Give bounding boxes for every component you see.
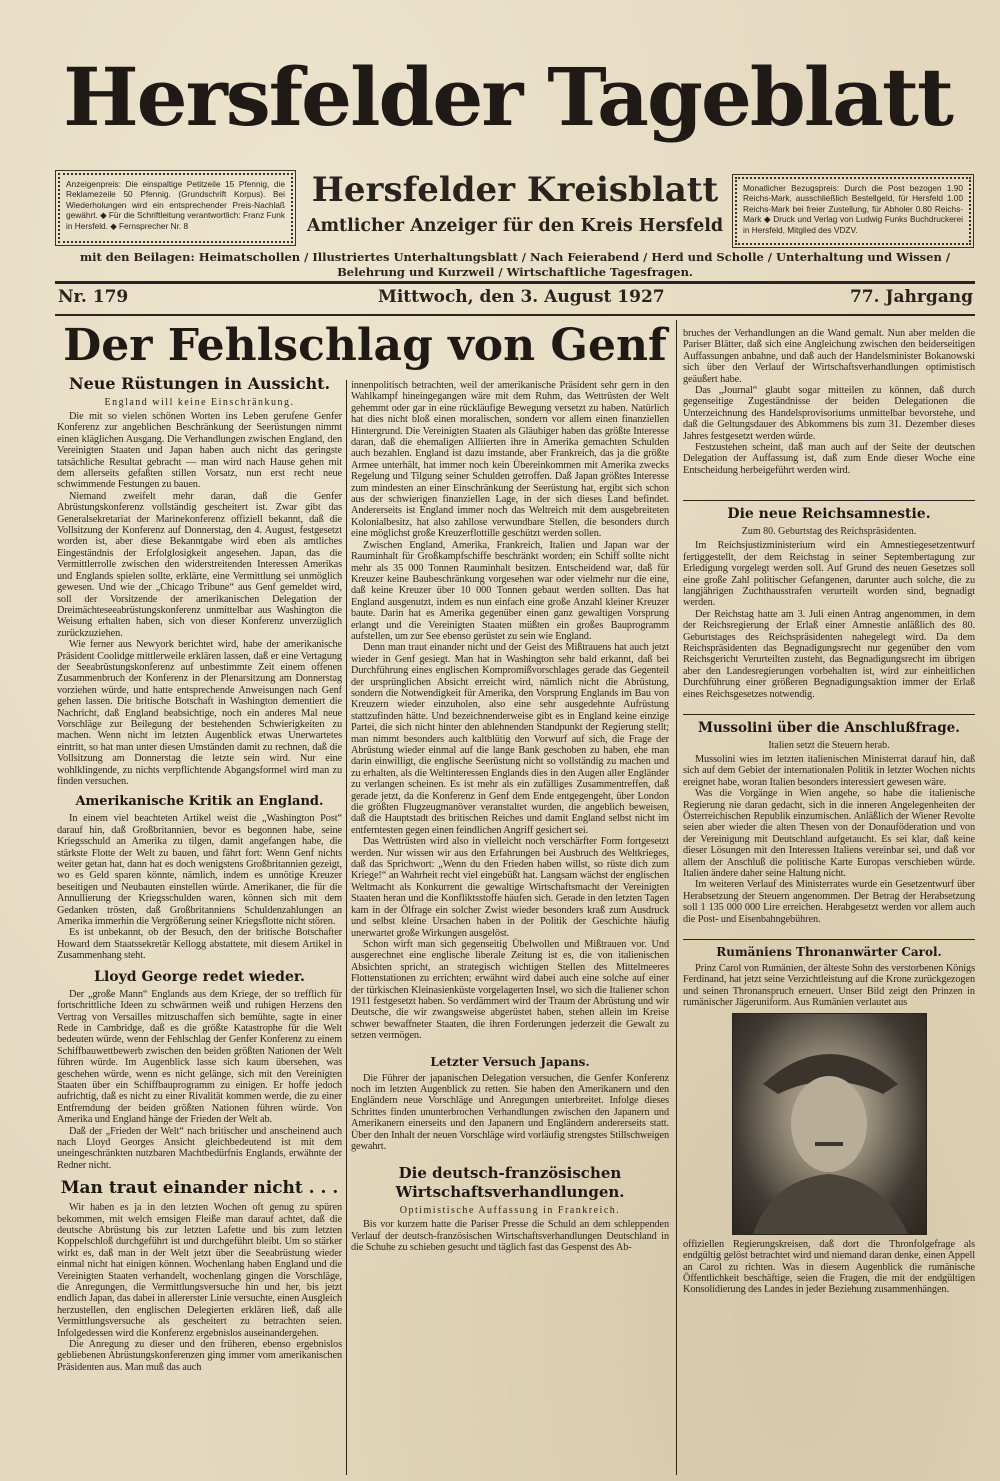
paragraph: Die Anregung zu dieser und den früheren, ebenso ergebnislos gebliebenen Abrüstungskonferenzen ging immer vom amerikanischen Präsidenten aus. Man muß das auch	[57, 1339, 342, 1373]
article-body	[57, 989, 342, 1172]
article-body	[57, 1202, 342, 1373]
paragraph: In einem viel beachteten Artikel weist die „Washington Post“ darauf hin, daß Großbritannien, bevor es begonnen habe, seine Kriegsschuld an Amerika zu tilgen, damit angefangen habe, die stärkste Flotte der Welt zu bauen, und fährt fort: Wenn Genf nichts weiter getan hat, dann hat es doch wenigstens Großbritannien gezeigt, wo es Geld sparen könnte, nämlich, indem es unnötige Kreuzer beseitigen und Neubauten einstellen würde. Amerikaner, die für die Annullierung der Kriegsschulden waren, können sich mit dem Gedanken trösten, daß Großbritanniens Schuldenzahlungen an Amerika immerhin die Vergrößerung seiner Kriegsflotte nicht stören.	[57, 813, 342, 928]
article-heading: Die deutsch-französischen Wirtschaftsverhandlungen.	[395, 1164, 625, 1202]
article-body	[57, 813, 342, 961]
paragraph: Die mit so vielen schönen Worten ins Leben gerufene Genfer Konferenz zur angeblichen Beschränkung der Seerüstungen nimmt einen kläglichen Ausgang. Die Verhandlungen zwischen England, den Vereinigten Staaten und Japan haben auch nicht das geringste tatsächliche Resultat gebracht — man wird nach Hause gehen mit dem allerseits gefaßten stillen Vorsatz, nun erst recht neue schwimmende Festungen zu bauen.	[57, 411, 342, 491]
paragraph: Bis vor kurzem hatte die Pariser Presse die Schuld an dem schleppenden Verlauf der deutsch-französischen Wirtschaftsverhandlungen Deutschland in die Schuhe zu schieben gesucht und täglich fast das Gespenst des Ab-	[351, 1219, 669, 1254]
newspaper-subtitle: Hersfelder Kreisblatt	[311, 170, 719, 210]
newspaper-title: Hersfelder Tageblatt	[63, 50, 952, 144]
paragraph: Prinz Carol von Rumänien, der älteste Sohn des verstorbenen Königs Ferdinand, hat jetzt seine Verzichtleistung auf die Krone zurückgezogen und seinen Thronanspruch erneuert. Unser Bild zeigt den Prinzen in rumänischer Jägeruniform. Aus Rumänien verlautet aus	[683, 963, 975, 1009]
paragraph: bruches der Verhandlungen an die Wand gemalt. Nun aber melden die Pariser Blätter, daß sich eine Angleichung zwischen den beiderseitigen Auffassungen anbahne, und daß auch der Handelsminister Bokanowski sich über den Verlauf der Wirtschaftsverhandlungen optimistisch geäußert habe.	[683, 328, 975, 385]
masthead-divider	[55, 281, 975, 284]
issue-date: Mittwoch, den 3. August 1927	[378, 287, 665, 307]
article-body	[683, 328, 975, 476]
article-body	[683, 1239, 975, 1296]
paragraph: Niemand zweifelt mehr daran, daß die Genfer Abrüstungskonferenz vollständig gescheitert ist. Zwar gibt das Generalsekretariat der Marinekonferenz offiziell bekannt, daß die Vollsitzung der Konferenz auf Donnerstag, den 4. August, festgesetzt worden ist, aber diese Bekanntgabe wird eben als amtliches Eingeständnis der Erfolglosigkeit angesehen. Japan, das die Vermittlerrolle zwischen den widerstreitenden Interessen Amerikas und Englands spielen sollte, erklärte, eine Vermittlung sei unmöglich gewesen. Und wie der „Chicago Tribune“ aus Genf gemeldet wird, soll der Vorsitzende der amerikanischen Delegation der Dreimächteseeabrüstungskonferenz unmittelbar aus Washington die Weisung erhalten haben, sich von dieser Konferenz unverzüglich zurückzuziehen.	[57, 490, 342, 639]
column-1	[57, 374, 342, 1373]
paragraph: Im weiteren Verlauf des Ministerrates wurde ein Gesetzentwurf über Herabsetzung der Steuern angenommen. Der Betrag der Herabsetzung soll 1 135 000 000 Lire erreichen. Herabgesetzt werden vor allem auch die Post- und Eisenbahngebühren.	[683, 879, 975, 925]
article-body	[683, 963, 975, 1009]
article-heading: Amerikanische Kritik an England.	[75, 794, 324, 810]
column-3	[683, 328, 975, 1296]
article-body	[683, 754, 975, 925]
article-subheading: Zum 80. Geburtstag des Reichspräsidenten.	[741, 526, 917, 538]
paragraph: Wir haben es ja in den letzten Wochen oft genug zu spüren bekommen, mit welch emsigen Fleiße man darauf achtet, daß die deutsche Abrüstung bis zur letzten Lafette und bis zum letzten Koppelschloß durchgeführt ist und durchgeführt bleibt. Um so stärker wirkt es, daß man in der Welt jetzt über die Seeabrüstung wieder einmal nicht hat einigen können. Wochenlang haben England und die Vereinigten Staaten verhandelt, wochenlang gingen die Vorschläge, die Anregungen, die Vermittlungsversuche hin und her, bis jetzt endlich Japan, das dabei in allererster Linie versuchte, einen Ausgleich herzustellen, den englischen Delegierten erklären ließ, daß alle Vermittlungsversuche als gescheitert zu betrachten seien. Infolgedessen wird die Konferenz ergebnislos auseinandergehen.	[57, 1202, 342, 1339]
article-body	[351, 1219, 669, 1253]
column-rule	[346, 380, 347, 1475]
paragraph: Im Reichsjustizministerium wird ein Amnestiegesetzentwurf fertiggestellt, der dem Reichstag in seiner Septembertagung zur Erledigung vorgelegt werden soll. Auf Grund des neuen Gesetzes soll eine große Zahl politischer Gefangenen, darunter auch solche, die zu langjährigen Zuchthausstrafen verurteilt worden sind, begnadigt werden.	[683, 540, 975, 609]
paragraph: Festzustehen scheint, daß man auch auf der Seite der deutschen Delegation der Auffassung ist, daß zum Ende dieser Woche eine Entscheidung herbeigeführt werden wird.	[683, 442, 975, 476]
paragraph: Zwischen England, Amerika, Frankreich, Italien und Japan war der Rauminhalt für Großkampfschiffe beschränkt worden; ein Schiff sollte nicht mehr als 35 000 Tonnen Rauminhalt besitzen. Entscheidend war, daß für Kreuzer keine Baubeschränkung vorgesehen war oder vielmehr nur die eine, daß keine Kreuzer über 10 000 Tonnen gebaut werden sollten. Das hat England ausgenutzt, indem es nun einfach eine große Anzahl kleiner Kreuzer baute. Darin hat es Amerika gegenüber einen ganz gewaltigen Vorsprung erlangt und die Vereinigten Staaten müßten ein großes Bauprogramm aufstellen, um zur See ebenso gerüstet zu sein wie England.	[351, 539, 669, 642]
article-subheading: Optimistische Auffassung in Frankreich.	[399, 1205, 621, 1217]
article-body	[351, 1073, 669, 1153]
paragraph: innenpolitisch betrachten, weil der amerikanische Präsident sehr gern in den Wahlkampf hineingegangen wäre mit dem Ruhm, das Wettrüsten der Welt gehemmt oder gar in eine rückläufige Bewegung versetzt zu haben. Natürlich hat dies nicht bloß einen moralischen, sondern vor allem einen finanziellen Hintergrund. Die Vereinigten Staaten als Gläubiger haben das größte Interesse daran, daß die ehemaligen Alliierten ihre in Amerika gemachten Schulden auch bezahlen. England ist dazu imstande, aber Frankreich, das ja die größte Armee unterhält, hat immer noch kein Übereinkommen mit Amerika zwecks Regelung und Tilgung seiner Schulden getroffen. Daß Japan größtes Interesse zum mindesten an einer Einschränkung der Seerüstung hat, ergibt sich schon aus der schwierigen finanziellen Lage, in der sich dieses Land befindet. Andererseits ist England immer noch das Weltreich mit dem ausgebreiteten Kolonialbesitz, hat also zahllose verwundbare Stellen, die besonders durch eine möglichst große Kreuzerflottille geschützt werden sollen.	[351, 380, 669, 540]
article-heading: Letzter Versuch Japans.	[430, 1054, 590, 1069]
article-subheading: Italien setzt die Steuern herab.	[768, 739, 890, 751]
main-headline: Der Fehlschlag von Genf	[63, 320, 667, 371]
dateline-divider	[55, 314, 975, 316]
article-body	[57, 411, 342, 787]
paragraph: Das Wettrüsten wird also in vielleicht noch verschärfter Form fortgesetzt werden. Nur wissen wir aus den Erfahrungen bei Ausbruch des Weltkrieges, daß das Sprichwort: „Wenn du den Frieden haben willst, so rüste dich zum Kriege!“ an Wahrheit recht viel eingebüßt hat. Langsam wächst der englischen Weltmacht als Konkurrent die gewaltige Wirtschaftsmacht der Vereinigten Staaten heran und die Konfliktsstoffe häufen sich. Gerade in den letzten Tagen kam in der Ölfrage ein solcher Zwist wieder besonders kraß zum Ausdruck und selbst kleine Ursachen haben in der Politik der Geschichte häufig unerwartet große Wirkungen ausgelöst.	[351, 836, 669, 939]
paragraph: Es ist unbekannt, ob der Besuch, den der britische Botschafter Howard dem Staatssekretär Kellogg abstattete, mit diesem Artikel in Zusammenhang steht.	[57, 927, 342, 962]
article-subheading: England will keine Einschränkung.	[104, 397, 295, 408]
dateline	[58, 285, 973, 313]
article-heading: Neue Rüstungen in Aussicht.	[68, 374, 331, 393]
portrait-photo-prince-carol	[732, 1013, 927, 1235]
paragraph: Was die Vorgänge in Wien angehe, so habe die italienische Regierung nie daran gedacht, sich in die inneren Angelegenheiten der Österreichischen Republik einzumischen. Anläßlich der Wiener Revolte seien aber wieder die alten Thesen von der Donauföderation und von der Vereinigung mit Deutschland aufgetaucht. Es sei klar, daß keine dieser Lösungen mit den Interessen Italiens vereinbar sei, und daß vor allem der Anschluß die politische Karte Europas verschieben würde. Italien ändere daher seine Haltung nicht.	[683, 788, 975, 880]
issue-number: Nr. 179	[58, 287, 129, 307]
article-heading: Man traut einander nicht . . .	[60, 1178, 339, 1199]
paragraph: Wie ferner aus Newyork berichtet wird, habe der amerikanische Präsident Coolidge mittlerweile erklären lassen, daß er eine Vertagung der Seeabrüstungskonferenz auf unbestimmte Zeit einem offenen Zusammenbruch der Konferenz in der Plenarsitzung am Donnerstag vorziehen würde, und hatte entsprechende Anweisungen nach Genf gehen lassen. Die britische Botschaft in Washington dementiert die Nachricht, daß England beabsichtige, noch ein anderes Mal neue Vorschläge zur Beilegung der bestehenden Schwierigkeiten zu machen. Wenn nicht im letzten Augenblick etwas Unerwartetes eintritt, so hat man unter diesen Umständen damit zu rechnen, daß die Vollsitzung am Donnerstag die letzte sein wird. Nur eine wohlklingende, zu nichts verpflichtende Abgangsformel wird man zu finden versuchen.	[57, 639, 342, 787]
column-2	[351, 380, 669, 1254]
subscription-price-box: Monatlicher Bezugspreis: Durch die Post bezogen 1.90 Reichs-Mark, ausschließlich Bestellgeld, für Hersfeld 1.00 Reichs-Mark bei freier Zustellung, für Abholer 0.80 Reichs-Mark ◆ Druck und Verlag von Ludwig Funks Buchdruckerei in Hersfeld, Mitglied des VDZV.	[735, 177, 971, 245]
paragraph: Mussolini wies im letzten italienischen Ministerrat darauf hin, daß sich auf dem Gebiet der internationalen Politik in letzter Wochen nichts ereignet habe, woran Italien besonders interessiert gewesen wäre.	[683, 753, 975, 788]
paragraph: Die Führer der japanischen Delegation versuchen, die Genfer Konferenz noch im letzten Augenblick zu retten. Sie haben den Amerikanern und den Engländern neue Vorschläge und Anregungen unterbreitet. Infolge dieses Schrittes finden ununterbrochen Verhandlungen zwischen den Japanern und Amerikanern einerseits und den Japanern und Engländern andererseits statt. Über den Inhalt der neuen Vorschläge wird vorläufig strengstes Stillschweigen gewahrt.	[351, 1072, 669, 1152]
paragraph: Daß der „Frieden der Welt“ nach britischer und anscheinend auch nach Lloyd Georges Ansicht gleichbedeutend ist mit dem uneingeschränkten nutzbaren Machtbedürfnis Englands, erwähnte der Redner nicht.	[57, 1125, 342, 1171]
article-body	[351, 380, 669, 1042]
paragraph: Schon wirft man sich gegenseitig Übelwollen und Mißtrauen vor. Und ausgerechnet eine englische liberale Zeitung ist es, die von italienischen Absichten spricht, an strategisch wichtigen Stellen des Mittelmeeres Flottenstationen zu errichten; erwähnt wird dabei auch eine solche auf einer der türkischen Kleinasienküste vorgelagerten Insel, wo sich die Italiener schon 1911 festgesetzt haben. So verdämmert wird der Traum der Abrüstung und wir Deutsche, die wir zwangsweise abgerüstet haben, stehen allein im Kreise schwer bewaffneter Staaten, die ihren Forderungen jederzeit die Gewalt zu setzen vermögen.	[351, 938, 669, 1042]
article-body	[683, 540, 975, 700]
portrait-illustration-icon	[733, 1014, 926, 1234]
paragraph: Das „Journal“ glaubt sogar mitteilen zu können, daß durch gegenseitige Zugeständnisse der beiden Delegationen die Unterzeichnung des Handelsprovisoriums unmittelbar bevorstehe, und daß die Geltungsdauer des Abkommens bis zum 31. Dezember dieses Jahres festgesetzt werden würde.	[683, 385, 975, 442]
advertising-price-box: Anzeigenpreis: Die einspaltige Petitzeile 15 Pfennig, die Reklamezeile 50 Pfennig. (Grundschrift Korpus). Bei Wiederholungen wird ein entsprechender Preis-Nachlaß gewährt. ◆ Für die Schriftleitung verantwortlich: Franz Funk in Hersfeld. ◆ Fernsprecher Nr. 8	[58, 173, 293, 243]
paragraph: Denn man traut einander nicht und der Geist des Mißtrauens hat auch jetzt wieder in Genf gesiegt. Man hat in Washington sehr bald erkannt, daß bei Durchführung eines englischen Kompromißvorschlages gerade das Gegenteil der ursprünglichen Absicht erreicht wird, nämlich nicht die Abrüstung, sondern die Notwendigkeit für Amerika, den Vorsprung Englands im Bau von Kreuzern wieder einzuholen, also eine sehr ausgedehnte Aufrüstung stattzufinden hätte. Und bezeichnenderweise gibt es in England keine einzige Partei, die sich nicht hinter den ablehnenden Standpunkt der Regierung stellt; man nimmt besonders auch kaltblütig den Vorwurf auf sich, die Frage der Abrüstung wieder einmal auf die lange Bank geschoben zu haben, ehe man darin einwilligt, die englische Seerüstung nicht so vollständig zu machen und zu erhalten, als die Weltinteressen Englands dies in den Augen aller Engländer zu verlangen scheinen. Es ist mehr als ein zufälliges Zusammentreffen, daß gerade jetzt, da die Konferenz in Genf dem Ende entgegengeht, über London die größten Flugzeugmanöver veranstaltet wurden, die angeblich beweisen, daß die Hauptstadt des britischen Reiches und damit England selbst nicht im entferntesten gegen einen feindlichen Angriff gesichert sei.	[351, 642, 669, 836]
supplements-line: mit den Beilagen: Heimatschollen / Illustriertes Unterhaltungsblatt / Nach Feierabend / Herd und Scholle / Unterhaltung und Wissen / Belehrung und Kurzweil / Wirtschaftliche Tagesfragen.	[79, 250, 951, 279]
paragraph: Der Reichstag hatte am 3. Juli einen Antrag angenommen, in dem der Reichsregierung der Erlaß einer Amnestie anläßlich des 80. Geburtstages des Reichspräsidenten nahegelegt wird. Da dem Reichspräsidenten das Begnadigungsrecht nur gegenüber den vom Reichsgericht Verurteilten zusteht, das Begnadigungsrecht im übrigen aber den Landesregierungen vorbehalten ist, wird zur einheitlichen Durchführung einer größeren Begnadigungsaktion immer der Erlaß eines Reichsgesetzes notwendig.	[683, 608, 975, 700]
article-heading: Die neue Reichsamnestie.	[683, 500, 975, 523]
paragraph: offiziellen Regierungskreisen, daß dort die Thronfolgefrage als endgültig gelöst betrachtet wird und niemand daran denke, einen Appell an Carol zu richten. Was in diesem Augenblick die rumänische Öffentlichkeit beschäftige, seien die Fragen, die mit der endgültigen Konsolidierung des Landes in jeder Beziehung zusammenhängen.	[683, 1238, 975, 1296]
article-heading: Mussolini über die Anschlußfrage.	[683, 714, 975, 737]
official-gazette-line: Amtlicher Anzeiger für den Kreis Hersfeld	[306, 216, 724, 236]
article-heading: Rumäniens Thronanwärter Carol.	[683, 939, 975, 960]
column-rule	[676, 320, 677, 1475]
paragraph: Der „große Mann“ Englands aus dem Kriege, der so trefflich für fortschrittliche Ideen zu schwärmen weiß und ruhigen Herzens den Vertrag von Versailles mitzuschaffen sich bemühte, sagte in einer Rede in Cambridge, daß es die größte Katastrophe für die Welt bedeuten würde, wenn der Fehlschlag der Genfer Konferenz zu einem Schiffbauwettbewerb zwischen den beiden größten Nationen der Welt führen würde. Im Augenblick lasse sich kaum übersehen, was geschehen würde, wenn es nicht gelänge, sich mit den Vereinigten Staaten über ein Schiffbauprogramm zu einigen. Er hoffe jedoch aufrichtig, daß es nicht zu einer Rivalität kommen werde, die zu einer Entfremdung der beiden größten Nationen führen würde. Von Amerika und England hänge der Frieden der Welt ab.	[57, 988, 342, 1126]
article-heading: Lloyd George redet wieder.	[94, 968, 305, 985]
volume-year: 77. Jahrgang	[849, 287, 973, 307]
